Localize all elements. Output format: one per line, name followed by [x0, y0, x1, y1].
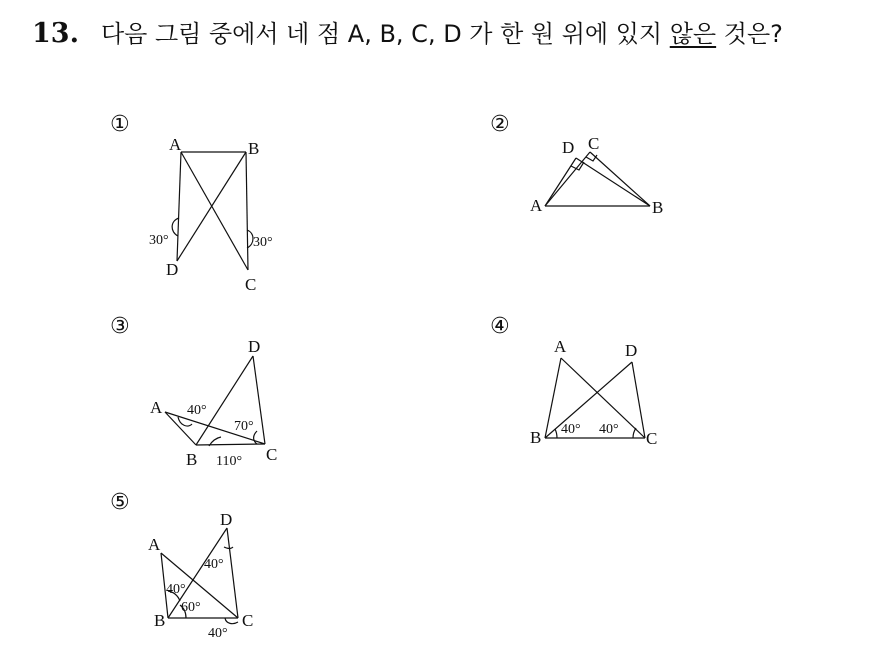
fig1-angle-c: 30°	[253, 235, 273, 250]
question-number: 13.	[32, 18, 79, 49]
fig3-angle-c: 70°	[234, 419, 254, 434]
fig2-label-c: C	[588, 134, 600, 153]
fig5-angle-d: 40°	[204, 557, 224, 572]
fig5-label-b: B	[154, 611, 166, 630]
fig1-label-d: D	[166, 260, 179, 279]
fig2-label-a: A	[530, 196, 543, 215]
choice-2-marker[interactable]: ②	[490, 112, 510, 137]
fig5-angle-c: 40°	[208, 626, 228, 641]
choice-1-marker[interactable]: ①	[110, 112, 130, 137]
question-text-after: 것은?	[716, 20, 783, 48]
fig3-label-d: D	[248, 337, 261, 356]
figure-3	[150, 337, 277, 469]
figure-2	[530, 134, 663, 217]
choice-3-marker[interactable]: ③	[110, 314, 130, 339]
choice-4-marker[interactable]: ④	[490, 314, 510, 339]
fig3-label-c: C	[266, 445, 278, 464]
fig3-angle-a: 40°	[187, 403, 207, 418]
question-underlined-word: 않은	[669, 20, 717, 48]
fig3-angle-b: 110°	[216, 454, 243, 469]
figure-5	[148, 510, 253, 641]
fig4-label-d: D	[625, 341, 638, 360]
figure-1	[149, 135, 273, 294]
fig1-label-a: A	[169, 135, 182, 154]
fig3-label-a: A	[150, 398, 163, 417]
choice-5-marker[interactable]: ⑤	[110, 490, 130, 515]
fig5-angle-b-upper: 40°	[166, 582, 186, 597]
fig5-label-d: D	[220, 510, 233, 529]
fig1-label-b: B	[248, 139, 260, 158]
fig2-label-d: D	[562, 138, 575, 157]
fig5-label-c: C	[242, 611, 254, 630]
fig5-angle-b-lower: 60°	[181, 600, 201, 615]
fig3-label-b: B	[186, 450, 198, 469]
fig4-label-a: A	[554, 337, 567, 356]
fig2-label-b: B	[652, 198, 664, 217]
fig4-label-b: B	[530, 428, 542, 447]
question-text-before: 다음 그림 중에서 네 점 A, B, C, D 가 한 원 위에 있지	[100, 20, 670, 48]
fig4-label-c: C	[646, 429, 658, 448]
figure-4	[530, 337, 657, 448]
fig4-angle-c: 40°	[599, 422, 619, 437]
fig4-angle-b: 40°	[561, 422, 581, 437]
fig1-angle-d: 30°	[149, 233, 169, 248]
fig1-label-c: C	[245, 275, 257, 294]
fig5-label-a: A	[148, 535, 161, 554]
